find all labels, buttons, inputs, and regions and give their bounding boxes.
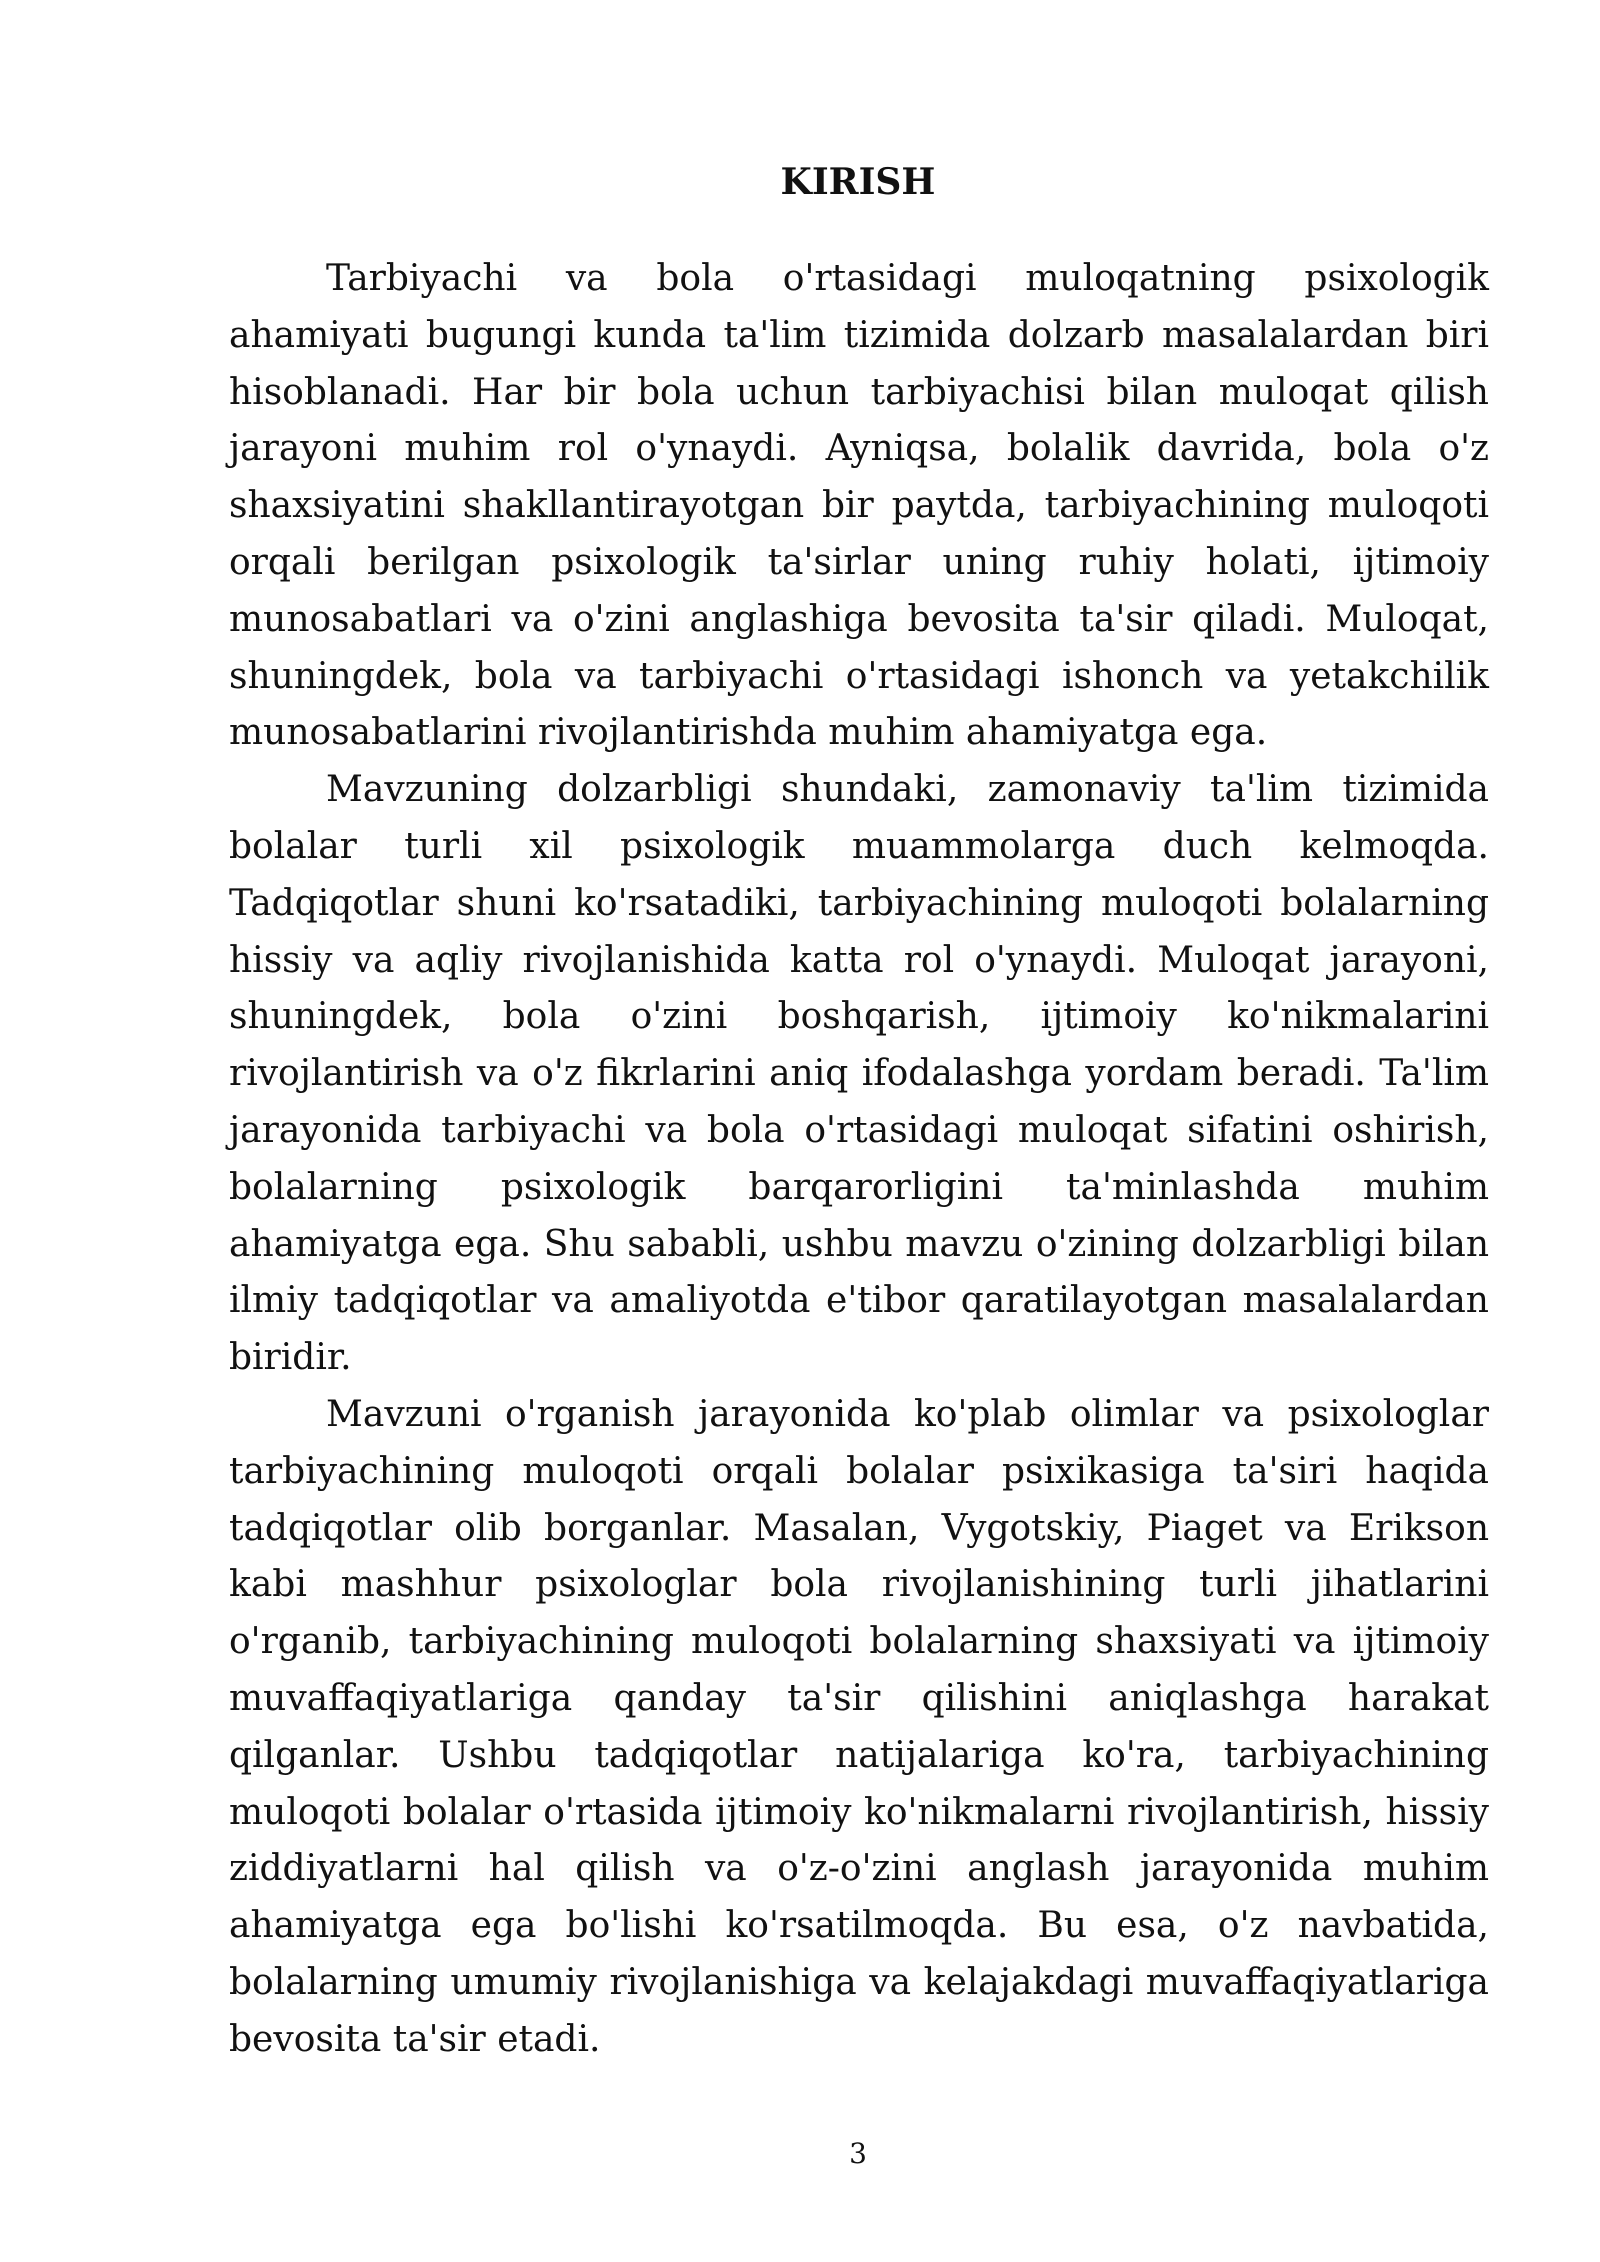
section-title: KIRISH (780, 161, 936, 203)
paragraph-3: Mavzuni o'rganish jarayonida ko'plab olimlar va psixologlar tarbiyachining muloqoti orqali bolalar psixikasiga ta'siri haqida tadqiqotlar olib borganlar. Masalan, Vygotskiy, Piaget va Erikson kabi mashhur psixologlar bola rivojlanishining turli jihatlarini o'rganib, tarbiyachining muloqoti bolalarning shaxsiyati va ijtimoiy muvaffaqiyatlariga qanday ta'sir qilishini aniqlashga harakat qilganlar. Ushbu tadqiqotlar natijalariga ko'ra, tarbiyachining muloqoti bolalar o'rtasida ijtimoiy ko'nikmalarni rivojlantirish, hissiy ziddiyatlarni hal qilish va o'z-o'zini anglash jarayonida muhim ahamiyatga ega bo'lishi ko'rsatilmoqda. Bu esa, o'z navbatida, bolalarning umumiy rivojlanishiga va kelajakdagi muvaffaqiyatlariga bevosita ta'sir etadi. (229, 1393, 1489, 2060)
body-text (229, 251, 1489, 2069)
page-number: 3 (849, 2137, 867, 2170)
paragraph-2: Mavzuning dolzarbligi shundaki, zamonaviy ta'lim tizimida bolalar turli xil psixologik muammolarga duch kelmoqda. Tadqiqotlar shuni ko'rsatadiki, tarbiyachining muloqoti bolalarning hissiy va aqliy rivojlanishida katta rol o'ynaydi. Muloqat jarayoni, shuningdek, bola o'zini boshqarish, ijtimoiy ko'nikmalarini rivojlantirish va o'z fikrlarini aniq ifodalashga yordam beradi. Ta'lim jarayonida tarbiyachi va bola o'rtasidagi muloqat sifatini oshirish, bolalarning psixologik barqarorligini ta'minlashda muhim ahamiyatga ega. Shu sababli, ushbu mavzu o'zining dolzarbligi bilan ilmiy tadqiqotlar va amaliyotda e'tibor qaratilayotgan masalalardan biridir. (229, 769, 1489, 1379)
paragraph-1: Tarbiyachi va bola o'rtasidagi muloqatning psixologik ahamiyati bugungi kunda ta'lim tizimida dolzarb masalalardan biri hisoblanadi. Har bir bola uchun tarbiyachisi bilan muloqat qilish jarayoni muhim rol o'ynaydi. Ayniqsa, bolalik davrida, bola o'z shaxsiyatini shakllantirayotgan bir paytda, tarbiyachining muloqoti orqali berilgan psixologik ta'sirlar uning ruhiy holati, ijtimoiy munosabatlari va o'zini anglashiga bevosita ta'sir qiladi. Muloqat, shuningdek, bola va tarbiyachi o'rtasidagi ishonch va yetakchilik munosabatlarini rivojlantirishda muhim ahamiyatga ega. (229, 258, 1489, 754)
